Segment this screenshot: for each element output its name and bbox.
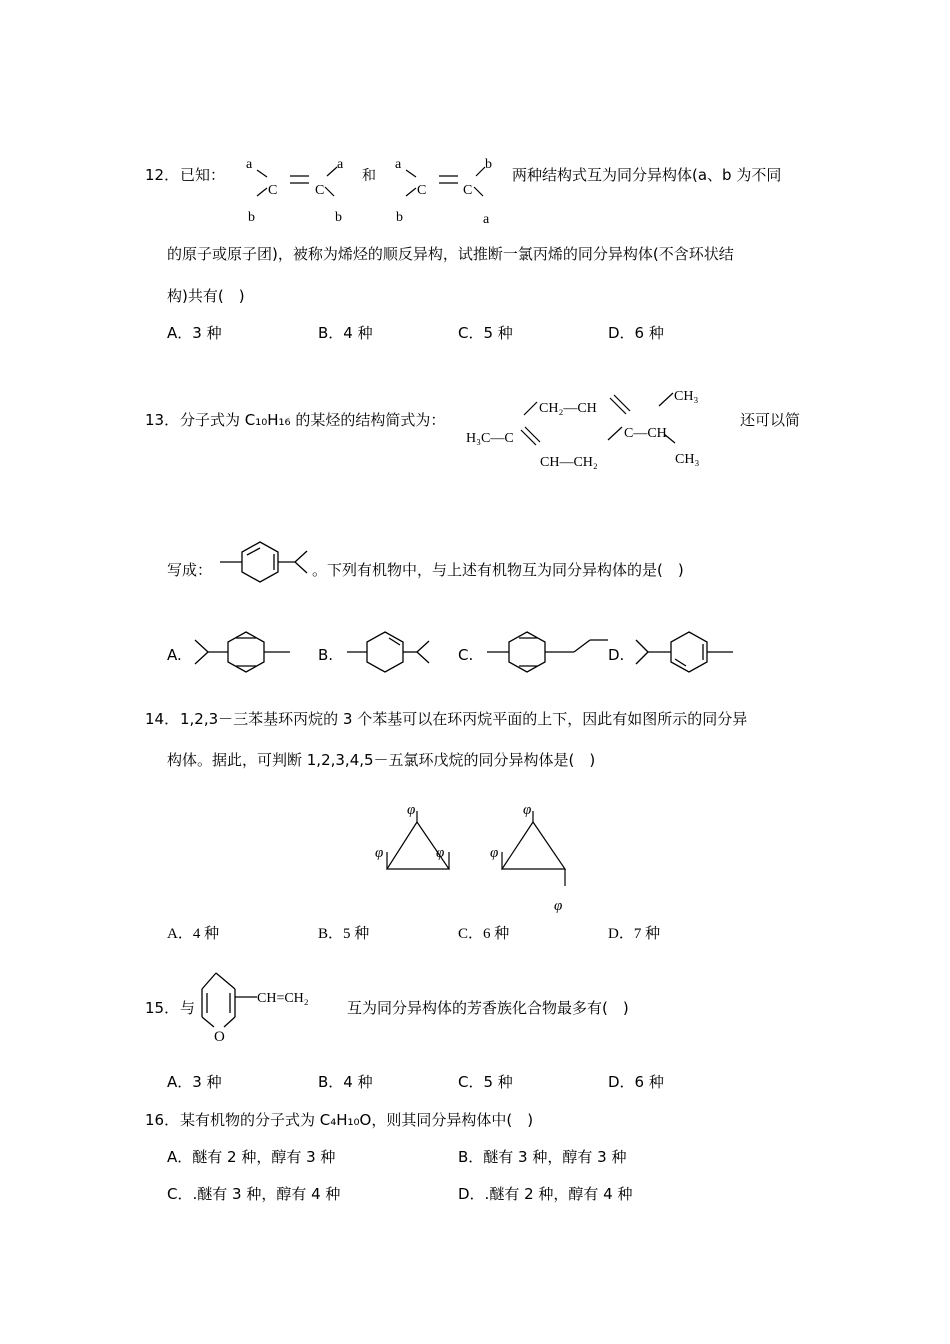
- q12-line3: 构)共有( ): [167, 287, 245, 305]
- q16-option-b[interactable]: B．醚有 3 种，醇有 3 种: [458, 1148, 627, 1166]
- q13-option-c-structure[interactable]: [482, 627, 612, 677]
- svg-text:φ: φ: [375, 845, 384, 861]
- svg-text:C—CH: C—CH: [624, 426, 667, 441]
- q12-option-b[interactable]: B．4 种: [318, 324, 373, 342]
- q12-lead: 已知：: [180, 166, 226, 184]
- q13-option-c[interactable]: C.: [458, 646, 474, 664]
- q13-line2-right: 。下列有机物中，与上述有机物互为同分异构体的是( ): [312, 561, 684, 579]
- svg-text:CH=CH₂: CH=CH₂: [257, 991, 309, 1006]
- q16-option-a[interactable]: A．醚有 2 种，醇有 3 种: [167, 1148, 336, 1166]
- label-c: C: [268, 183, 278, 198]
- svg-text:CH₃: CH₃: [674, 389, 699, 404]
- q12-text-right: 两种结构式互为同分异构体(a、b 为不同: [512, 166, 782, 184]
- q14-number: 14．: [145, 710, 180, 728]
- q12-structure-2: [385, 150, 505, 230]
- q13-option-a[interactable]: A.: [167, 646, 182, 664]
- label-b: b: [485, 157, 492, 172]
- svg-text:CH₃: CH₃: [675, 452, 700, 467]
- label-a: a: [246, 157, 253, 172]
- q12-option-a[interactable]: A．3 种: [167, 324, 222, 342]
- q13-text-right: 还可以简: [740, 411, 801, 429]
- q16-option-c[interactable]: C．.醚有 3 种，醇有 4 种: [167, 1185, 341, 1203]
- q14-option-d[interactable]: D．7 种: [608, 926, 661, 942]
- q15-option-c[interactable]: C．5 种: [458, 1073, 513, 1091]
- q13-structure: [462, 380, 722, 480]
- q16-text: 某有机物的分子式为 C₄H₁₀O，则其同分异构体中( ): [180, 1111, 534, 1129]
- q14-line1: 1,2,3－三苯基环丙烷的 3 个苯基可以在环丙烷平面的上下，因此有如图所示的同分异: [180, 710, 748, 728]
- label-c: C: [417, 183, 427, 198]
- q13-skeletal-structure: [215, 538, 320, 588]
- q13-line2-left: 写成：: [167, 561, 213, 579]
- label-a: a: [395, 157, 402, 172]
- q12-line2: 的原子或原子团)，被称为烯烃的顺反异构，试推断一氯丙烯的同分异构体(不含环状结: [167, 245, 734, 263]
- q14-option-b[interactable]: B．5 种: [318, 926, 370, 942]
- q12-and: 和: [362, 169, 376, 184]
- svg-text:φ: φ: [436, 845, 445, 861]
- q13-option-b-structure[interactable]: [342, 627, 447, 677]
- q14-option-a[interactable]: A．4 种: [167, 926, 220, 942]
- svg-text:O: O: [214, 1029, 225, 1045]
- svg-text:φ: φ: [554, 898, 563, 914]
- q15-pyran-structure: [195, 965, 330, 1050]
- q14-line2: 构体。据此，可判断 1,2,3,4,5－五氯环戊烷的同分异构体是( ): [167, 751, 596, 769]
- label-a: a: [337, 157, 344, 172]
- q15-option-a[interactable]: A．3 种: [167, 1073, 222, 1091]
- q14-option-c[interactable]: C．6 种: [458, 926, 510, 942]
- q14-isomer-2: [484, 795, 584, 920]
- svg-text:φ: φ: [407, 802, 416, 818]
- q12-option-c[interactable]: C．5 种: [458, 324, 513, 342]
- q15-lead: 与: [180, 999, 196, 1017]
- svg-text:φ: φ: [523, 802, 532, 818]
- svg-text:CH₂—CH: CH₂—CH: [539, 401, 597, 416]
- label-b: b: [335, 210, 342, 225]
- q13-number: 13．: [145, 411, 180, 429]
- q15-option-d[interactable]: D．6 种: [608, 1073, 664, 1091]
- q14-isomer-1: [372, 795, 462, 875]
- q13-option-d-structure[interactable]: [628, 627, 738, 677]
- label-a: a: [483, 212, 490, 227]
- label-b: b: [248, 210, 255, 225]
- svg-text:φ: φ: [490, 845, 499, 861]
- q15-option-b[interactable]: B．4 种: [318, 1073, 373, 1091]
- svg-text:CH—CH₂: CH—CH₂: [540, 455, 598, 470]
- q12-option-d[interactable]: D．6 种: [608, 324, 664, 342]
- q15-text: 互为同分异构体的芳香族化合物最多有( ): [347, 999, 629, 1017]
- q13-option-d[interactable]: D.: [608, 646, 625, 664]
- q13-text-left: 分子式为 C₁₀H₁₆ 的某烃的结构简式为：: [180, 411, 446, 429]
- label-c: C: [463, 183, 473, 198]
- q12-number: 12．: [145, 166, 180, 184]
- svg-text:H₃C—C: H₃C—C: [466, 431, 514, 446]
- q13-option-b[interactable]: B.: [318, 646, 334, 664]
- q16-number: 16．: [145, 1111, 180, 1129]
- label-c: C: [315, 183, 325, 198]
- label-b: b: [396, 210, 403, 225]
- q15-number: 15．: [145, 999, 180, 1017]
- q12-structure-1: [235, 150, 365, 230]
- q13-option-a-structure[interactable]: [190, 627, 300, 677]
- q16-option-d[interactable]: D．.醚有 2 种，醇有 4 种: [458, 1185, 633, 1203]
